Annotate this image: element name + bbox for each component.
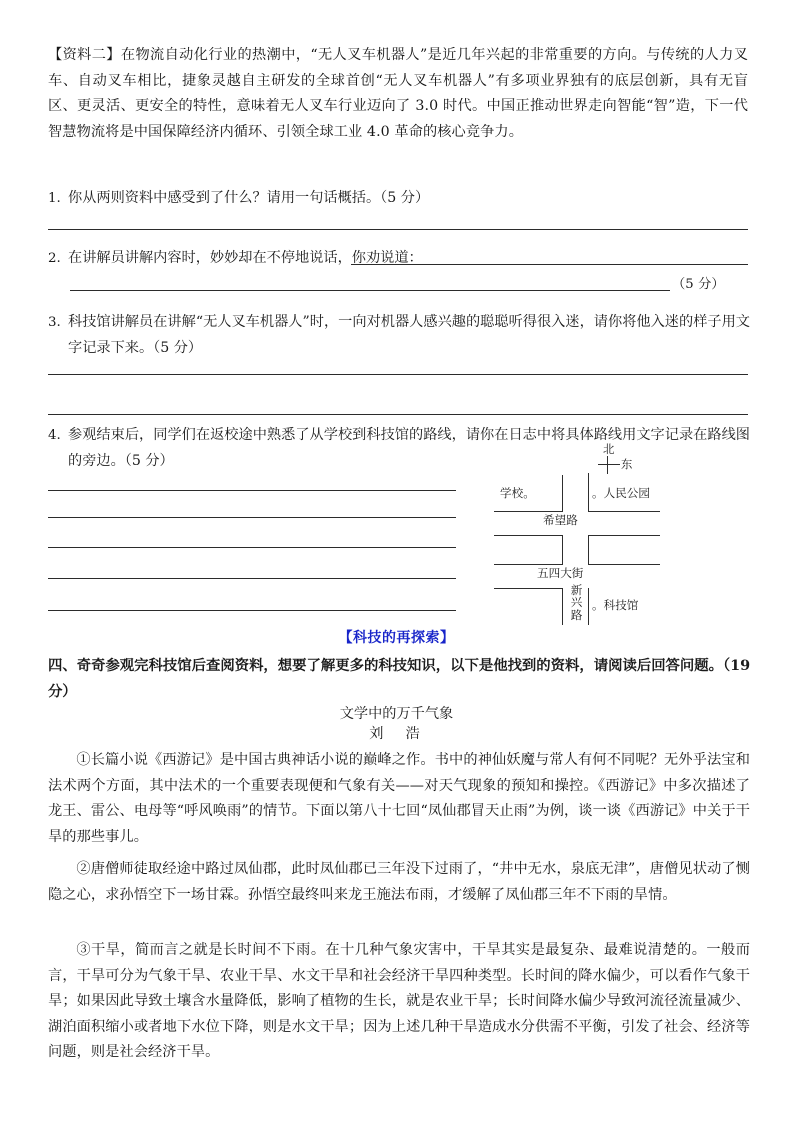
question-4-number: 4.: [48, 428, 61, 443]
map-block-ml-right-edge: [562, 535, 563, 565]
question-2-text: 在讲解员讲解内容时，妙妙却在不停地说话，你劝说道：: [68, 250, 423, 266]
route-map-diagram: [488, 443, 674, 625]
map-block-bl-right-edge: [562, 588, 563, 625]
answer-line-q4-5[interactable]: [48, 610, 456, 611]
question-2-number: 2.: [48, 251, 61, 266]
answer-line-q4-4[interactable]: [48, 578, 456, 579]
answer-line-q4-1[interactable]: [48, 490, 456, 491]
article-paragraph-1: ①长篇小说《西游记》是中国古典神话小说的巅峰之作。书中的神仙妖魔与常人有何不同呢？无外乎法宝和法术两个方面，其中法术的一个重要表现便和气象有关——对天气现象的预知和操控。《西游记》中多次描述了龙王、雷公、电母等“呼风唤雨”的情节。下面以第八十七回“凤仙郡冒天止雨”为例，谈一谈《西游记》中关于干旱的那些事儿。: [48, 752, 750, 845]
section-four-heading: 四、奇奇参观完科技馆后查阅资料，想要了解更多的科技知识，以下是他找到的资料，请阅读后回答问题。（19 分）: [48, 657, 750, 700]
map-block-ml-bottom-edge: [494, 564, 563, 565]
map-block-tr-left-edge: [588, 473, 589, 512]
map-block-mr-top-edge: [588, 535, 660, 536]
answer-line-q4-2[interactable]: [48, 517, 456, 518]
answer-line-q2-a[interactable]: [351, 264, 748, 265]
question-1: [48, 186, 750, 212]
map-block-mr-left-edge: [588, 535, 589, 565]
question-3-text: 科技馆讲解员在讲解“无人叉车机器人”时，一向对机器人感兴趣的聪聪听得很入迷，请你将他入迷的样子用文字记录下来。（5 分）: [68, 314, 750, 356]
map-label-wusi-street: 五四大街: [537, 566, 584, 580]
compass-horizontal-line: [598, 464, 620, 465]
question-4-text: 参观结束后，同学们在返校途中熟悉了从学校到科技馆的路线，请你在日志中将具体路线用文字记录在路线图的旁边。（5 分）: [68, 427, 750, 469]
material-two-paragraph: 【资料二】在物流自动化行业的热潮中，“无人叉车机器人”是近几年兴起的非常重要的方向。与传统的人力叉车、自动叉车相比，捷象灵越自主研发的全球首创“无人叉车机器人”有多项业界独有的底层创新，具有无盲区、更灵活、更安全的特性，意味着无人叉车行业迈向了 3.0 时代。中国正推动世界走向智能“智”造，下一代智慧物流将是中国保障经济内循环、引领全球工业 4.0 革命的核心竞争力。: [48, 47, 748, 140]
question-1-number: 1.: [48, 191, 61, 206]
question-3: [48, 310, 750, 361]
map-block-tl-right-edge: [562, 475, 563, 512]
answer-line-q4-3[interactable]: [48, 547, 456, 548]
article-paragraph-3: ③干旱，简而言之就是长时间不下雨。在十几种气象灾害中，干旱其实是最复杂、最难说清楚的。一般而言，干旱可分为气象干旱、农业干旱、水文干旱和社会经济干旱四种类型。长时间的降水偏少，可以看作气象干旱；如果因此导致土壤含水量降低，影响了植物的生长，就是农业干旱；长时间降水偏少导致河流径流量减少、湖泊面积缩小或者地下水位下降，则是水文干旱；因为上述几种干旱造成水分供需不平衡，引发了社会、经济等问题，则是社会经济干旱。: [48, 942, 750, 1061]
answer-line-q1[interactable]: [48, 229, 748, 230]
map-block-tl-bottom-edge: [494, 511, 563, 512]
map-label-school: 学校。: [500, 486, 535, 500]
compass-east-label: 东: [621, 457, 633, 471]
compass-north-label: 北: [603, 442, 615, 456]
map-block-ml-top-edge: [494, 535, 563, 536]
answer-line-q3-b[interactable]: [48, 414, 748, 415]
question-1-text: 你从两则资料中感受到了什么？请用一句话概括。（5 分）: [68, 190, 430, 206]
article-paragraph-2: ②唐僧师徒取经途中路过凤仙郡，此时凤仙郡已三年没下过雨了，“井中无水，泉底无津”，唐僧见状动了恻隐之心，求孙悟空下一场甘霖。孙悟空最终叫来龙王施法布雨，才缓解了凤仙郡三年不下雨的旱情。: [48, 861, 750, 903]
map-label-science-museum: 。科技馆: [592, 598, 639, 612]
map-block-bl-top-edge: [494, 588, 563, 589]
question-3-number: 3.: [48, 315, 61, 330]
article-author: 刘 浩: [369, 726, 424, 742]
answer-line-q3-a[interactable]: [48, 374, 748, 375]
answer-line-q2-b[interactable]: [70, 290, 670, 291]
map-label-peoples-park: 。人民公园: [592, 486, 650, 500]
blue-section-heading: 【科技的再探索】: [338, 630, 455, 646]
question-2: [48, 246, 750, 272]
map-block-br-left-edge: [588, 588, 589, 625]
map-label-hope-road: 希望路: [543, 513, 578, 527]
article-title: 文学中的万千气象: [339, 706, 454, 722]
question-2-score: （5 分）: [672, 277, 725, 292]
map-block-tr-bottom-edge: [588, 511, 660, 512]
map-block-mr-bottom-edge: [588, 564, 660, 565]
map-label-xinxing-road: 新兴路: [570, 583, 583, 622]
